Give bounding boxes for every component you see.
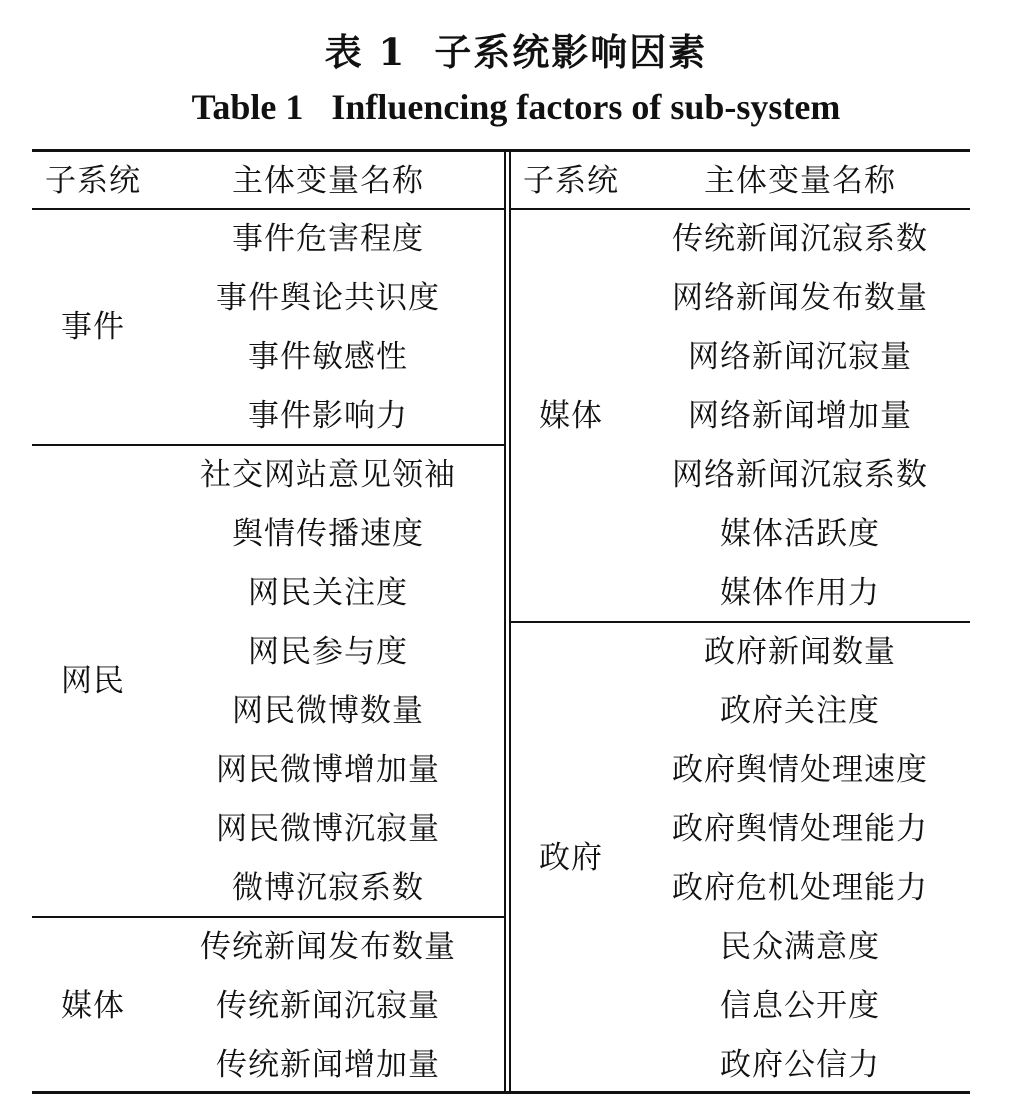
right-variable: 网络新闻发布数量 bbox=[672, 280, 928, 316]
left-variable: 传统新闻发布数量 bbox=[200, 929, 456, 965]
right-variable: 政府关注度 bbox=[720, 693, 880, 729]
left-variable: 舆情传播速度 bbox=[232, 516, 424, 552]
left-variable: 微博沉寂系数 bbox=[232, 870, 424, 906]
right-variable: 政府舆情处理能力 bbox=[672, 811, 928, 847]
left-variable: 网民微博增加量 bbox=[216, 752, 440, 788]
caption-en-number: Table 1 bbox=[191, 87, 304, 127]
table-caption-cn bbox=[0, 22, 1032, 76]
left-variable: 事件舆论共识度 bbox=[216, 280, 440, 316]
left-variable: 网民微博数量 bbox=[232, 693, 424, 729]
table-caption-en bbox=[0, 86, 1032, 128]
right-variable: 网络新闻增加量 bbox=[688, 398, 912, 434]
right-subsystem-government: 政府 bbox=[539, 840, 603, 876]
left-variable: 事件危害程度 bbox=[232, 221, 424, 257]
left-variable: 传统新闻增加量 bbox=[216, 1047, 440, 1083]
left-variable: 传统新闻沉寂量 bbox=[216, 988, 440, 1024]
right-variable: 媒体作用力 bbox=[720, 575, 880, 611]
right-variable: 政府危机处理能力 bbox=[672, 870, 928, 906]
left-variable: 网民参与度 bbox=[248, 634, 408, 670]
right-variable: 媒体活跃度 bbox=[720, 516, 880, 552]
right-variable: 民众满意度 bbox=[720, 929, 880, 965]
caption-cn-title: 子系统影响因素 bbox=[434, 30, 708, 74]
header-left-variable: 主体变量名称 bbox=[232, 163, 424, 199]
left-subsystem-media: 媒体 bbox=[61, 988, 125, 1024]
header-right-variable: 主体变量名称 bbox=[704, 163, 896, 199]
left-subsystem-netizen: 网民 bbox=[61, 663, 125, 699]
right-variable: 政府舆情处理速度 bbox=[672, 752, 928, 788]
caption-cn-number: 表 1 bbox=[324, 30, 407, 74]
caption-en-title: Influencing factors of sub-system bbox=[331, 87, 841, 127]
right-variable: 网络新闻沉寂量 bbox=[688, 339, 912, 375]
left-variable: 社交网站意见领袖 bbox=[200, 457, 456, 493]
left-variable: 事件敏感性 bbox=[248, 339, 408, 375]
left-variable: 网民微博沉寂量 bbox=[216, 811, 440, 847]
left-subsystem-event: 事件 bbox=[61, 309, 125, 345]
right-variable: 信息公开度 bbox=[720, 988, 880, 1024]
right-variable: 政府新闻数量 bbox=[704, 634, 896, 670]
right-subsystem-media: 媒体 bbox=[539, 398, 603, 434]
right-variable: 政府公信力 bbox=[720, 1047, 880, 1083]
left-variable: 网民关注度 bbox=[248, 575, 408, 611]
right-variable: 网络新闻沉寂系数 bbox=[672, 457, 928, 493]
header-right-subsystem: 子系统 bbox=[523, 163, 619, 199]
header-left-subsystem: 子系统 bbox=[45, 163, 141, 199]
left-variable: 事件影响力 bbox=[248, 398, 408, 434]
column-divider-left bbox=[504, 151, 506, 1092]
right-variable: 传统新闻沉寂系数 bbox=[672, 221, 928, 257]
